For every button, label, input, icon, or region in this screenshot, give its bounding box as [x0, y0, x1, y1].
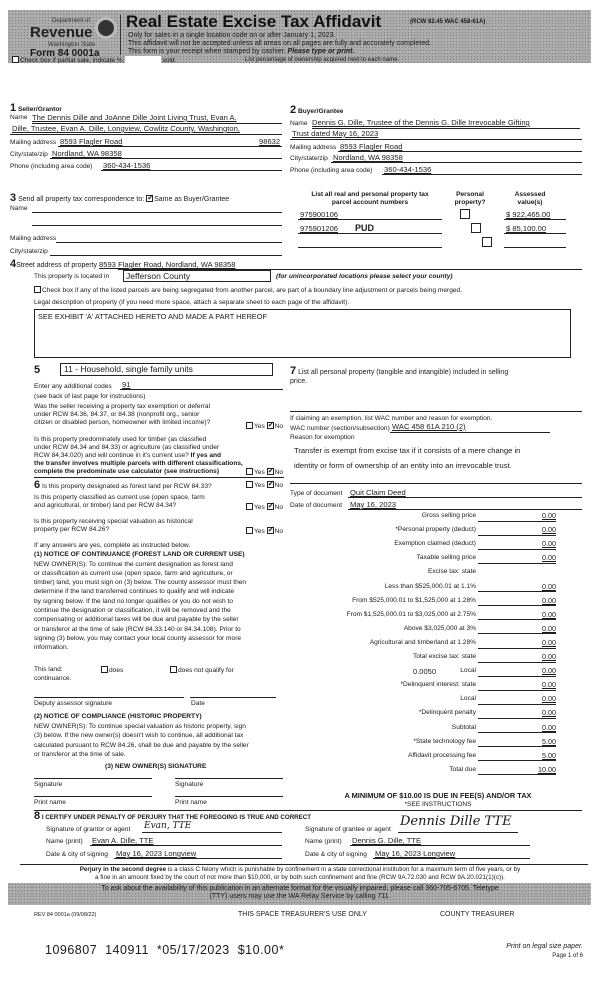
yes-label: Yes	[254, 469, 265, 476]
reason-line-2[interactable]: identity or form of ownership of an entity into an irrevocable trust.	[294, 461, 512, 470]
assessed-header-line: value(s)	[517, 198, 543, 206]
partial-percent-input[interactable]	[125, 56, 161, 63]
tax-row-label: From $525,000.01 to $1,525,000 at 1.28%	[352, 596, 476, 604]
no-checkbox[interactable]	[267, 481, 274, 488]
personal-header	[450, 191, 490, 207]
does-not-checkbox[interactable]	[170, 666, 177, 673]
grantee-signature[interactable]: Dennis Dille TTE	[400, 814, 512, 829]
tax-row-amount[interactable]: 0.00	[478, 724, 556, 734]
buyer-mail[interactable]: 8593 Flagler Road	[340, 142, 403, 151]
seller-title: Seller/Grantor	[17, 106, 62, 113]
notice-2-text	[34, 722, 249, 759]
deputy-label: Deputy assessor signature	[34, 700, 113, 707]
no-checkbox[interactable]	[267, 503, 274, 510]
no-label: No	[274, 469, 284, 476]
notice-line: NEW OWNER(S): To continue special valuation as historic property, sign	[34, 723, 246, 730]
tax-row-label: Above $3,025,000 at 3%	[403, 624, 476, 632]
tax-row-label: Affidavit processing fee	[407, 751, 476, 759]
owner-signature-field-2[interactable]	[175, 778, 283, 779]
assessed-header	[500, 191, 560, 207]
q-line: property per RCW 84.26?	[34, 525, 110, 533]
parcel-header-line: List all real and personal property tax	[311, 191, 429, 198]
tax-row	[290, 752, 586, 764]
grantor-name-label: Name (print)	[46, 838, 83, 845]
tax-row	[290, 583, 586, 595]
notice-line: NEW OWNER(S): To continue the current designation as forest land	[34, 560, 233, 568]
no-checkbox[interactable]	[267, 468, 274, 475]
q-line: citizen or disabled person, homeowner with limited income)?	[34, 418, 211, 426]
grantor-name[interactable]: Evan A. Dille, TTE	[92, 836, 154, 845]
street-label: Street address of property	[16, 262, 98, 269]
perjury-bold: Perjury in the second degree	[79, 866, 167, 873]
assessed-line	[504, 233, 566, 234]
wac-number[interactable]: WAC 458 61A 210 (2)	[392, 422, 466, 431]
segregate-checkbox[interactable]	[34, 286, 41, 293]
print-name-label: Print name	[175, 799, 207, 806]
personal-property-checkbox[interactable]	[460, 209, 470, 219]
treasurer-receipt-stamp: 1096807 140911 *05/17/2023 $10.00*	[45, 943, 285, 957]
if-yes-note: If any answers are yes, complete as instructed below.	[34, 542, 191, 549]
does-not-option	[170, 666, 234, 675]
yes-label: Yes	[254, 482, 265, 489]
tax-row-amount[interactable]: 0.00	[478, 597, 556, 607]
parcel-line	[298, 233, 442, 234]
corr-name-field[interactable]	[32, 212, 282, 213]
assessed-line	[504, 247, 566, 248]
q-line: RCW 84.34.020) and will continue in it's current use?	[34, 451, 189, 459]
tax-row-amount[interactable]: 0.00	[478, 554, 556, 564]
seller-mail-label: Mailing address	[10, 139, 57, 146]
seller-city[interactable]: Nordland, WA 98358	[52, 149, 122, 158]
s7-text: price.	[290, 378, 308, 386]
historic-question	[34, 518, 193, 534]
county-note: (for unincorporated locations please select your county)	[276, 273, 453, 280]
segregate-label: Check box if any of the listed parcels are being segregated from another parcel, are part of a boundary line adjustment or parcels being merged.	[42, 287, 463, 294]
tax-row	[290, 738, 586, 750]
logo-swirl-icon	[95, 17, 117, 39]
tax-row-amount[interactable]: 0.00	[478, 583, 556, 593]
tax-row-amount[interactable]: 0.00	[478, 639, 556, 649]
tax-row-label: Excise tax: state	[427, 568, 476, 576]
perjury-notice	[0, 866, 600, 881]
revenue-logo: Revenue	[30, 24, 93, 41]
section-number: 4	[10, 258, 17, 270]
s7-text: List all personal property (tangible and intangible) included in selling	[298, 369, 509, 376]
buyer-title: Buyer/Grantee	[297, 108, 344, 115]
date-label: Date	[191, 700, 205, 707]
grantee-date[interactable]: May 16, 2023 Longview	[375, 849, 456, 858]
parcel-line	[298, 247, 442, 248]
exempt-label: If claiming an exemption, list WAC number and reason for exemption.	[290, 415, 493, 422]
alt-line: To ask about the availability of this publication in an alternate format for the visually impaired, please call 360-705-6705. Teletype	[101, 885, 499, 892]
personal-property-checkbox[interactable]	[482, 237, 492, 247]
form-title: Real Estate Excise Tax Affidavit	[126, 12, 382, 31]
tax-row	[290, 695, 586, 707]
header-divider	[120, 15, 121, 55]
tax-row	[290, 681, 586, 693]
tax-row	[290, 597, 586, 609]
assessed-value[interactable]: $ 922,465.00	[506, 210, 551, 219]
section-number: 8	[34, 810, 41, 822]
grantor-date-label: Date & city of signing	[46, 851, 108, 858]
notice-line: information.	[34, 644, 69, 652]
notice-line: or classification as current use (open space, farm and agriculture, or	[34, 569, 233, 577]
no-label: No	[274, 528, 284, 535]
tax-row-amount[interactable]: 5.00	[478, 752, 556, 762]
tax-row-label: *State technology fee	[413, 737, 476, 745]
personal-property-checkbox[interactable]	[471, 223, 481, 233]
county-treasurer-label: COUNTY TREASURER	[440, 911, 515, 918]
legal-description-field[interactable]: SEE EXHIBIT 'A' ATTACHED HERETO AND MADE A PART HEREOF	[34, 309, 571, 358]
wac-label: WAC number (section/subsection)	[290, 425, 390, 432]
yes-label: Yes	[254, 423, 265, 430]
tax-row-amount[interactable]: 0.00	[478, 526, 556, 536]
tax-row-amount[interactable]: 0.00	[478, 709, 556, 719]
current-use-question	[34, 494, 205, 510]
personal-property-field[interactable]	[290, 411, 582, 412]
doc-type-label: Type of document	[290, 490, 343, 497]
yes-checkbox[interactable]	[246, 468, 253, 475]
q-line: under RCW 84.34 and 84.33) or agriculture (as classified under	[34, 443, 220, 451]
grantor-signature[interactable]: Evan, TTE	[144, 821, 192, 831]
tax-row-label: Less than $525,000.01 at 1.1%	[384, 582, 476, 590]
list-percentage-note: List percentage of ownership acquired next to each name.	[245, 57, 400, 63]
seller-phone[interactable]: 360-434-1536	[103, 161, 151, 170]
no-label: No	[274, 504, 284, 511]
section-number: 3	[10, 192, 17, 204]
notice-line: compensating or additional taxes will be due and payable by the seller	[34, 616, 239, 624]
notice-3-title: (3) NEW OWNER(S) SIGNATURE	[105, 763, 207, 770]
tax-row-label: *Personal property (deduct)	[395, 526, 476, 534]
grantor-date[interactable]: May 16, 2023 Longview	[116, 849, 197, 858]
yes-checkbox[interactable]	[246, 481, 253, 488]
reason-line-1[interactable]: Transfer is exempt from excise tax if it consists of a mere change in	[294, 446, 521, 455]
assessed-header-line: Assessed	[514, 191, 546, 198]
header-line-1: Only for sales in a single location code on or after January 1, 2023.	[128, 32, 336, 39]
form-citation: (RCW 82.45 WAC 458-61A)	[410, 19, 486, 25]
this-land-label: This land:	[34, 666, 63, 673]
seller-mail[interactable]: 8593 Flagler Road	[60, 137, 123, 146]
notice-line: signing (3) below, you may contact your local county assessor for more	[34, 634, 242, 642]
notice-1-text	[34, 560, 246, 653]
timber-question	[34, 436, 243, 476]
grantee-name[interactable]: Dennis G. Dille, TTE	[352, 836, 422, 845]
no-label: No	[274, 423, 284, 430]
tax-row	[290, 526, 586, 538]
grantee-name-label: Name (print)	[305, 838, 342, 845]
tax-row-label: *Delinquent interest: state	[400, 681, 476, 689]
type-or-print-note: Please type or print.	[287, 48, 355, 55]
county-select[interactable]: Jefferson County	[123, 270, 271, 282]
corr-mail-field[interactable]	[56, 242, 282, 243]
tax-row-label: Exemption claimed (deduct)	[394, 540, 476, 548]
tax-row	[290, 568, 586, 580]
tax-row	[290, 724, 586, 736]
tax-row-label: Local	[460, 667, 476, 675]
seller-phone-label: Phone (including area code)	[10, 163, 93, 170]
same-as-buyer-checkbox[interactable]	[146, 195, 153, 202]
reason-label: Reason for exemption	[290, 434, 355, 441]
grantee-sig-label: Signature of grantee or agent	[305, 826, 391, 833]
segregate-row	[34, 286, 462, 295]
doc-date[interactable]: May 16, 2023	[350, 500, 397, 509]
doc-type[interactable]: Quit Claim Deed	[350, 488, 406, 497]
partial-sale-label: Check box if partial sale, indicate %	[20, 57, 123, 64]
correspondence-heading	[10, 192, 229, 205]
buyer-name-label: Name	[290, 120, 308, 127]
tax-row-label: Total excise tax: state	[412, 653, 476, 660]
forest-question	[34, 479, 212, 492]
tax-row-amount[interactable]: 0.00	[478, 540, 556, 550]
grantor-sig-label: Signature of grantor or agent	[46, 826, 131, 833]
corr-mail-label: Mailing address	[10, 235, 57, 242]
codes-label: Enter any additional codes	[34, 383, 112, 390]
personal-header-line: Personal	[456, 191, 484, 198]
partial-sale-checkbox[interactable]	[12, 56, 19, 63]
q-line: Was the seller receiving a property tax exemption or deferral	[34, 403, 211, 410]
notice-line: determine if the land transferred continues to qualify and will indicate	[34, 588, 235, 596]
tax-row-label: Subtotal	[451, 723, 476, 731]
tax-row	[290, 709, 586, 721]
dept-label: Department of	[52, 18, 91, 24]
timber-yes-no	[246, 468, 283, 477]
tax-row-amount[interactable]: 0.00	[478, 625, 556, 635]
yes-checkbox[interactable]	[246, 527, 253, 534]
parcel-line	[298, 219, 442, 220]
does-option	[101, 666, 123, 675]
signature-label: Signature	[175, 781, 204, 788]
correspondence-label: Send all property tax correspondence to:	[18, 196, 145, 203]
page-number: Page 1 of 6	[552, 953, 583, 959]
same-as-buyer-label: Same as Buyer/Grantee	[154, 196, 230, 203]
buyer-phone[interactable]: 360-434-1536	[384, 165, 432, 174]
additional-codes[interactable]: 91	[122, 380, 131, 389]
notice-2-title: (2) NOTICE OF COMPLIANCE (HISTORIC PROPERTY)	[34, 713, 202, 720]
historic-yes-no	[246, 527, 283, 536]
receipt-note: This form is your receipt when stamped by cashier.	[128, 48, 286, 55]
q-line: Is this property designated as forest land per RCW 84.33?	[41, 483, 212, 490]
yes-checkbox[interactable]	[246, 422, 253, 429]
tax-row-amount[interactable]: 0.00	[478, 695, 556, 705]
deputy-signature-field[interactable]	[34, 697, 184, 698]
continuance-label: continuance.	[34, 675, 72, 682]
no-checkbox[interactable]	[267, 527, 274, 534]
notice-line: (3) below. If the new owner(s) doesn't wish to continue, all additional tax	[34, 732, 244, 740]
print-name-label: Print name	[34, 799, 66, 806]
tax-row-label: Taxable selling price	[416, 554, 476, 562]
accessibility-notice	[0, 885, 600, 902]
tax-row	[290, 540, 586, 552]
tax-row-amount[interactable]: 0.00	[478, 512, 556, 522]
signature-label: Signature	[34, 781, 63, 788]
does-label: does	[109, 667, 124, 674]
seller-city-label: City/state/zip	[10, 151, 48, 158]
deputy-date-field[interactable]	[190, 697, 276, 698]
land-use-code-select[interactable]: 11 - Household, single family units	[60, 363, 273, 376]
tax-row-label: Agricultural and timberland at 1.28%	[369, 638, 476, 646]
treasurer-use-label: THIS SPACE TREASURER'S USE ONLY	[238, 911, 367, 918]
parcel-header-line: parcel account numbers	[331, 198, 409, 206]
tax-row-amount[interactable]: 0.00	[478, 611, 556, 621]
seller-name-line-1[interactable]: The Dennis Dille and JoAnne Dille Joint Living Trust, Evan A.	[32, 113, 237, 122]
alt-line: (TTY) users may use the WA Relay Service by calling 711.	[209, 893, 391, 901]
sold-label: sold.	[162, 57, 177, 64]
section-number: 7	[290, 365, 297, 377]
see-instructions-note: *SEE INSTRUCTIONS	[404, 801, 472, 808]
certify-text: I CERTIFY UNDER PENALTY OF PERJURY THAT THE FOREGOING IS TRUE AND CORRECT	[41, 814, 312, 821]
tax-row-label: Total due	[449, 765, 476, 773]
owner-print-field-2[interactable]	[175, 796, 283, 797]
parcel-header	[300, 191, 440, 207]
notice-line: or transferor at the time of sale.	[34, 750, 126, 758]
section-number: 1	[10, 102, 17, 114]
buyer-city-label: City/state/zip	[290, 155, 328, 162]
perjury-text: a fine in an amount fixed by the court of not more than $10,000, or by both such confinement and fine (RCW 9A.72.030 and RCW 9A.20.021(1)(c)).	[95, 873, 505, 881]
tax-row	[290, 639, 586, 651]
q-line: the transfer involves multiple parcels with different classifications,	[34, 459, 243, 467]
grantee-date-label: Date & city of signing	[305, 851, 367, 858]
buyer-heading	[290, 104, 343, 117]
q-line: If yes and	[190, 451, 222, 459]
tax-row-label: *Delinquent penalty	[418, 709, 476, 717]
personal-header-line: property?	[454, 198, 486, 206]
perjury-text: is a class C felony which is punishable by confinement in a state correctional institution for a maximum term of five years, or by	[167, 866, 521, 873]
buyer-city[interactable]: Nordland, WA 98358	[333, 153, 403, 162]
partial-sale-row	[12, 56, 176, 65]
notice-1-title: (1) NOTICE OF CONTINUANCE (FOREST LAND OR CURRENT USE)	[34, 551, 245, 558]
legal-label: Legal description of property (if you need more space, attach a separate sheet to each page of the affidavit).	[34, 299, 350, 306]
corr-name-field-2[interactable]	[32, 225, 282, 226]
q-line: under RCW 84.36, 84.37, or 84.38 (nonprofit org., senior	[34, 410, 200, 418]
section-number: 6	[34, 479, 41, 491]
buyer-phone-label: Phone (including area code)	[290, 167, 373, 174]
assessed-value[interactable]: $ 85,100.00	[506, 224, 547, 233]
header-line-2: This affidavit will not be accepted unless all areas on all pages are fully and accurately completed.	[128, 40, 431, 47]
notice-line: or transferor at the time of sale (RCW 84.33.140 or 84.34.108). Prior to	[34, 625, 241, 633]
assessed-line	[504, 219, 566, 220]
tax-row-amount[interactable]: 0.00	[478, 653, 556, 663]
owner-signature-field-1[interactable]	[34, 778, 152, 779]
no-checkbox[interactable]	[267, 422, 274, 429]
forest-yes-no	[246, 481, 283, 490]
local-rate: 0.0050	[413, 667, 436, 677]
located-label: This property is located in	[34, 273, 110, 280]
does-checkbox[interactable]	[101, 666, 108, 673]
tax-row-amount[interactable]: 10.00	[478, 766, 556, 776]
corr-city-label: City/state/zip	[10, 248, 48, 255]
current-use-yes-no	[246, 503, 283, 512]
notice-line: continue the designation or classification, it will be removed and the	[34, 606, 231, 614]
tax-row	[290, 766, 586, 778]
q-line: Is this property receiving special valuation as historical	[34, 518, 193, 525]
parcel-note: PUD	[355, 223, 375, 233]
see-back-note: (see back of last page for instructions)	[34, 393, 146, 400]
buyer-name-line-1[interactable]: Dennis G. Dille, Trustee of the Dennis G. Dille Irrevocable Gifting	[312, 118, 530, 127]
yes-label: Yes	[254, 504, 265, 511]
tax-row	[290, 667, 586, 679]
tax-row-label: Gross selling price	[421, 512, 476, 519]
tax-row	[290, 512, 586, 524]
street-address[interactable]: 8593 Flagler Road, Nordland, WA 98358	[99, 260, 236, 269]
form-number: Form 84 0001a	[30, 48, 100, 59]
legal-paper-note: Print on legal size paper.	[506, 943, 583, 950]
tax-row-amount[interactable]: 0.00	[478, 681, 556, 691]
notice-line: timber) land, you must sign on (3) below. The county assessor must then	[34, 579, 247, 587]
exemption-yes-no	[246, 422, 283, 431]
seller-mail-zip[interactable]: 98632	[259, 137, 281, 146]
revision-label: REV 84 0001a (09/08/22)	[34, 912, 97, 918]
parcel-number[interactable]: 975900106	[300, 210, 339, 219]
doc-date-label: Date of document	[290, 502, 343, 509]
yes-checkbox[interactable]	[246, 503, 253, 510]
tax-row	[290, 653, 586, 665]
corr-name-label: Name	[10, 205, 28, 212]
seller-name-label: Name	[10, 114, 28, 121]
q-line: Is this property classified as current use (open space, farm	[34, 494, 205, 501]
buyer-mail-label: Mailing address	[290, 144, 337, 151]
tax-row	[290, 554, 586, 566]
tax-row-amount[interactable]: 0.00	[478, 667, 556, 677]
no-label: No	[274, 482, 284, 489]
state-label: Washington State	[48, 42, 96, 48]
parcel-number[interactable]: 975901206	[300, 224, 339, 233]
q-line: complete the predominate use calculator (see instructions)	[34, 467, 220, 475]
minimum-due-note: A MINIMUM OF $10.00 IS DUE IN FEE(S) AND/OR TAX	[344, 791, 532, 800]
buyer-name-line-2[interactable]: Trust dated May 16, 2023	[292, 129, 379, 138]
yes-label: Yes	[254, 528, 265, 535]
tax-row-label: From $1,525,000.01 to $3,025,000 at 2.75%	[346, 610, 476, 618]
q-line: Is this property predominately used for timber (as classified	[34, 436, 207, 443]
does-not-label: does not qualify for	[178, 667, 234, 674]
tax-row-amount[interactable]: 5.00	[478, 738, 556, 748]
exemption-question	[34, 403, 210, 427]
q-line: and agricultural, or timber) land per RCW 84.34?	[34, 501, 177, 509]
tax-row	[290, 611, 586, 623]
owner-print-field-1[interactable]	[34, 796, 152, 797]
tax-row	[290, 625, 586, 637]
corr-city-field[interactable]	[50, 255, 282, 256]
seller-name-line-2[interactable]: Dille, Trustee, Evan A. Dille, Longview, Cowlitz County, Washington,	[12, 124, 240, 133]
notice-line: by signing below. If the land no longer qualifies or you do not wish to	[34, 597, 234, 605]
section-number: 5	[34, 364, 41, 376]
section-number: 2	[290, 104, 297, 116]
notice-line: calculated pursuant to RCW 84.26, shall be due and payable by the seller	[34, 741, 249, 749]
personal-property-label	[290, 365, 508, 387]
tax-row-label: Local	[460, 695, 476, 703]
